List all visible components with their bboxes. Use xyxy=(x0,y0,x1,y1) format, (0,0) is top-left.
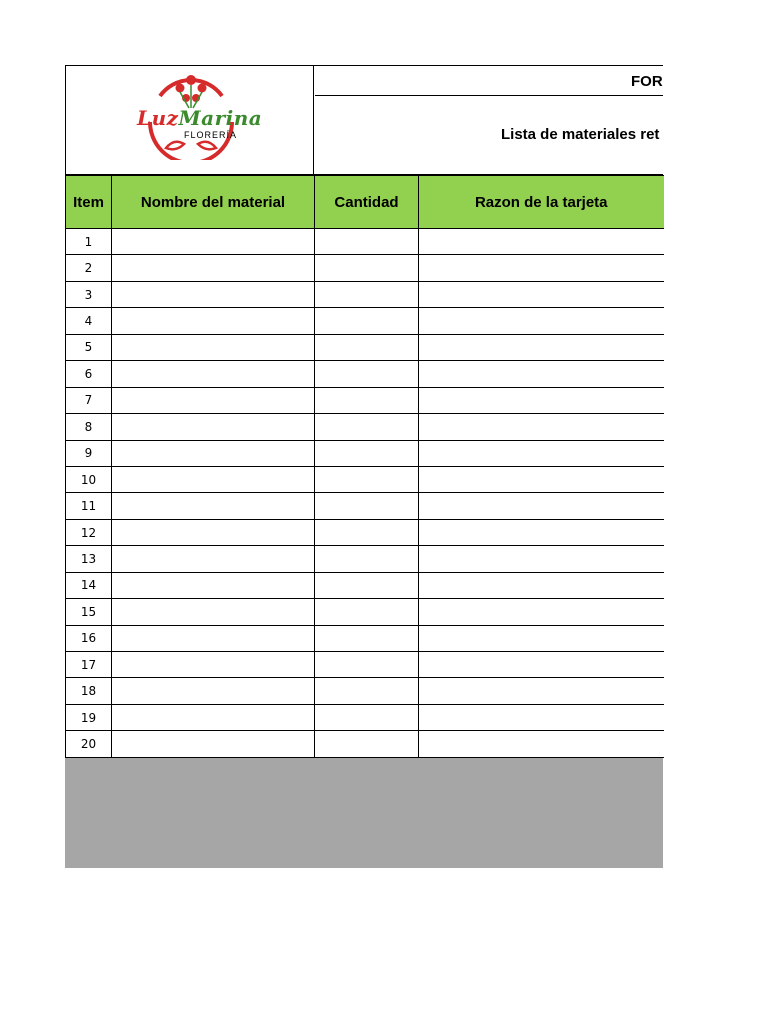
material-name-cell[interactable] xyxy=(112,414,315,440)
logo-marina: Marina xyxy=(178,106,263,130)
table-row xyxy=(66,255,664,281)
material-name-cell[interactable] xyxy=(112,572,315,598)
reason-cell[interactable] xyxy=(419,678,664,704)
quantity-cell[interactable] xyxy=(315,255,419,281)
item-number-cell: 7 xyxy=(66,387,112,413)
item-number-cell: 2 xyxy=(66,255,112,281)
reason-cell[interactable] xyxy=(419,440,664,466)
form-title-cell xyxy=(315,66,663,96)
table-row xyxy=(66,361,664,387)
item-number-cell: 16 xyxy=(66,625,112,651)
item-number-cell: 5 xyxy=(66,334,112,360)
quantity-cell[interactable] xyxy=(315,308,419,334)
quantity-cell[interactable] xyxy=(315,281,419,307)
quantity-cell[interactable] xyxy=(315,361,419,387)
item-number-cell: 20 xyxy=(66,731,112,757)
item-number-cell: 19 xyxy=(66,704,112,730)
material-name-cell[interactable] xyxy=(112,625,315,651)
item-number-cell: 12 xyxy=(66,519,112,545)
table-row xyxy=(66,334,664,360)
material-name-cell[interactable] xyxy=(112,440,315,466)
quantity-cell[interactable] xyxy=(315,572,419,598)
gray-footer-band xyxy=(65,758,663,868)
material-name-cell[interactable] xyxy=(112,546,315,572)
logo-cell xyxy=(66,66,314,174)
material-name-cell[interactable] xyxy=(112,466,315,492)
table-row xyxy=(66,466,664,492)
quantity-cell[interactable] xyxy=(315,652,419,678)
item-number-cell: 9 xyxy=(66,440,112,466)
table-row xyxy=(66,678,664,704)
quantity-cell[interactable] xyxy=(315,546,419,572)
table-row xyxy=(66,704,664,730)
col-reason-header: Razon de la tarjeta xyxy=(419,176,664,229)
logo-text xyxy=(137,106,262,130)
table-row xyxy=(66,387,664,413)
material-name-cell[interactable] xyxy=(112,255,315,281)
table-header-row xyxy=(66,176,664,229)
quantity-cell[interactable] xyxy=(315,387,419,413)
reason-cell[interactable] xyxy=(419,599,664,625)
reason-cell[interactable] xyxy=(419,308,664,334)
quantity-cell[interactable] xyxy=(315,678,419,704)
table-row xyxy=(66,493,664,519)
col-item-header: Item xyxy=(66,176,112,229)
materials-table xyxy=(65,175,664,758)
item-number-cell: 18 xyxy=(66,678,112,704)
col-material-name-header: Nombre del material xyxy=(112,176,315,229)
material-name-cell[interactable] xyxy=(112,334,315,360)
quantity-cell[interactable] xyxy=(315,414,419,440)
reason-cell[interactable] xyxy=(419,414,664,440)
reason-cell[interactable] xyxy=(419,652,664,678)
item-number-cell: 11 xyxy=(66,493,112,519)
item-number-cell: 10 xyxy=(66,466,112,492)
material-name-cell[interactable] xyxy=(112,361,315,387)
material-name-cell[interactable] xyxy=(112,387,315,413)
reason-cell[interactable] xyxy=(419,519,664,545)
table-body xyxy=(66,229,664,758)
quantity-cell[interactable] xyxy=(315,466,419,492)
logo-subtitle: FLORERÍA xyxy=(184,130,238,140)
reason-cell[interactable] xyxy=(419,704,664,730)
item-number-cell: 3 xyxy=(66,281,112,307)
table-row xyxy=(66,572,664,598)
table-row xyxy=(66,599,664,625)
table-row xyxy=(66,652,664,678)
item-number-cell: 13 xyxy=(66,546,112,572)
logo-luz: Luz xyxy=(137,106,179,130)
quantity-cell[interactable] xyxy=(315,440,419,466)
form-subtitle: Lista de materiales ret xyxy=(501,126,660,143)
quantity-cell[interactable] xyxy=(315,731,419,757)
quantity-cell[interactable] xyxy=(315,519,419,545)
material-name-cell[interactable] xyxy=(112,678,315,704)
item-number-cell: 17 xyxy=(66,652,112,678)
item-number-cell: 15 xyxy=(66,599,112,625)
form-header xyxy=(65,65,663,175)
col-quantity-header: Cantidad xyxy=(315,176,419,229)
material-name-cell[interactable] xyxy=(112,599,315,625)
table-row xyxy=(66,281,664,307)
item-number-cell: 1 xyxy=(66,229,112,255)
table-row xyxy=(66,731,664,757)
table-row xyxy=(66,519,664,545)
form-title: FOR xyxy=(631,73,663,90)
reason-cell[interactable] xyxy=(419,572,664,598)
quantity-cell[interactable] xyxy=(315,599,419,625)
material-name-cell[interactable] xyxy=(112,493,315,519)
quantity-cell[interactable] xyxy=(315,334,419,360)
item-number-cell: 8 xyxy=(66,414,112,440)
reason-cell[interactable] xyxy=(419,255,664,281)
table-row xyxy=(66,625,664,651)
material-name-cell[interactable] xyxy=(112,308,315,334)
table-row xyxy=(66,440,664,466)
item-number-cell: 6 xyxy=(66,361,112,387)
reason-cell[interactable] xyxy=(419,387,664,413)
reason-cell[interactable] xyxy=(419,493,664,519)
table-row xyxy=(66,308,664,334)
material-name-cell[interactable] xyxy=(112,731,315,757)
table-row xyxy=(66,414,664,440)
table-row xyxy=(66,229,664,255)
quantity-cell[interactable] xyxy=(315,625,419,651)
reason-cell[interactable] xyxy=(419,361,664,387)
material-name-cell[interactable] xyxy=(112,704,315,730)
reason-cell[interactable] xyxy=(419,229,664,255)
material-name-cell[interactable] xyxy=(112,519,315,545)
reason-cell[interactable] xyxy=(419,731,664,757)
item-number-cell: 14 xyxy=(66,572,112,598)
quantity-cell[interactable] xyxy=(315,493,419,519)
reason-cell[interactable] xyxy=(419,281,664,307)
reason-cell[interactable] xyxy=(419,334,664,360)
material-name-cell[interactable] xyxy=(112,229,315,255)
reason-cell[interactable] xyxy=(419,625,664,651)
quantity-cell[interactable] xyxy=(315,229,419,255)
form-subtitle-cell xyxy=(315,97,663,174)
reason-cell[interactable] xyxy=(419,466,664,492)
item-number-cell: 4 xyxy=(66,308,112,334)
material-name-cell[interactable] xyxy=(112,281,315,307)
quantity-cell[interactable] xyxy=(315,704,419,730)
form-sheet xyxy=(65,65,663,868)
reason-cell[interactable] xyxy=(419,546,664,572)
material-name-cell[interactable] xyxy=(112,652,315,678)
table-row xyxy=(66,546,664,572)
